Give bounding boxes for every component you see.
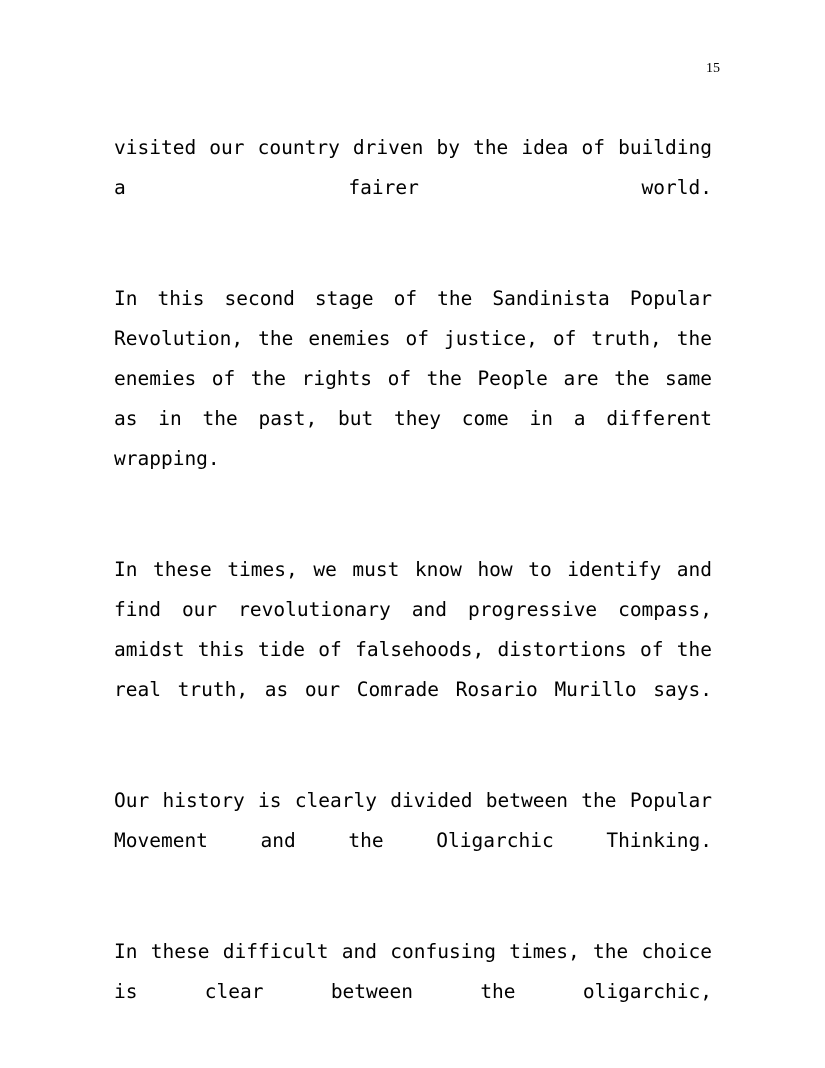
page-number: 15 (706, 61, 720, 76)
paragraph: visited our country driven by the idea of building a fairer world. (114, 136, 712, 199)
paragraph: In these times, we must know how to identify and find our revolutionary and progressive compass, amidst this tide of falsehoods, distortions of the real truth, as our Comrade Rosario Murillo says. (114, 558, 712, 701)
paragraph: In this second stage of the Sandinista Popular Revolution, the enemies of justice, of truth, the enemies of the rights of the People are the same as in the past, but they come in a different wrapping. (114, 287, 712, 470)
paragraph: Our history is clearly divided between the Popular Movement and the Oligarchic Thinking. (114, 789, 712, 852)
paragraph: In these difficult and confusing times, the choice is clear between the oligarchic, (114, 940, 712, 1003)
document-body (114, 128, 712, 1052)
